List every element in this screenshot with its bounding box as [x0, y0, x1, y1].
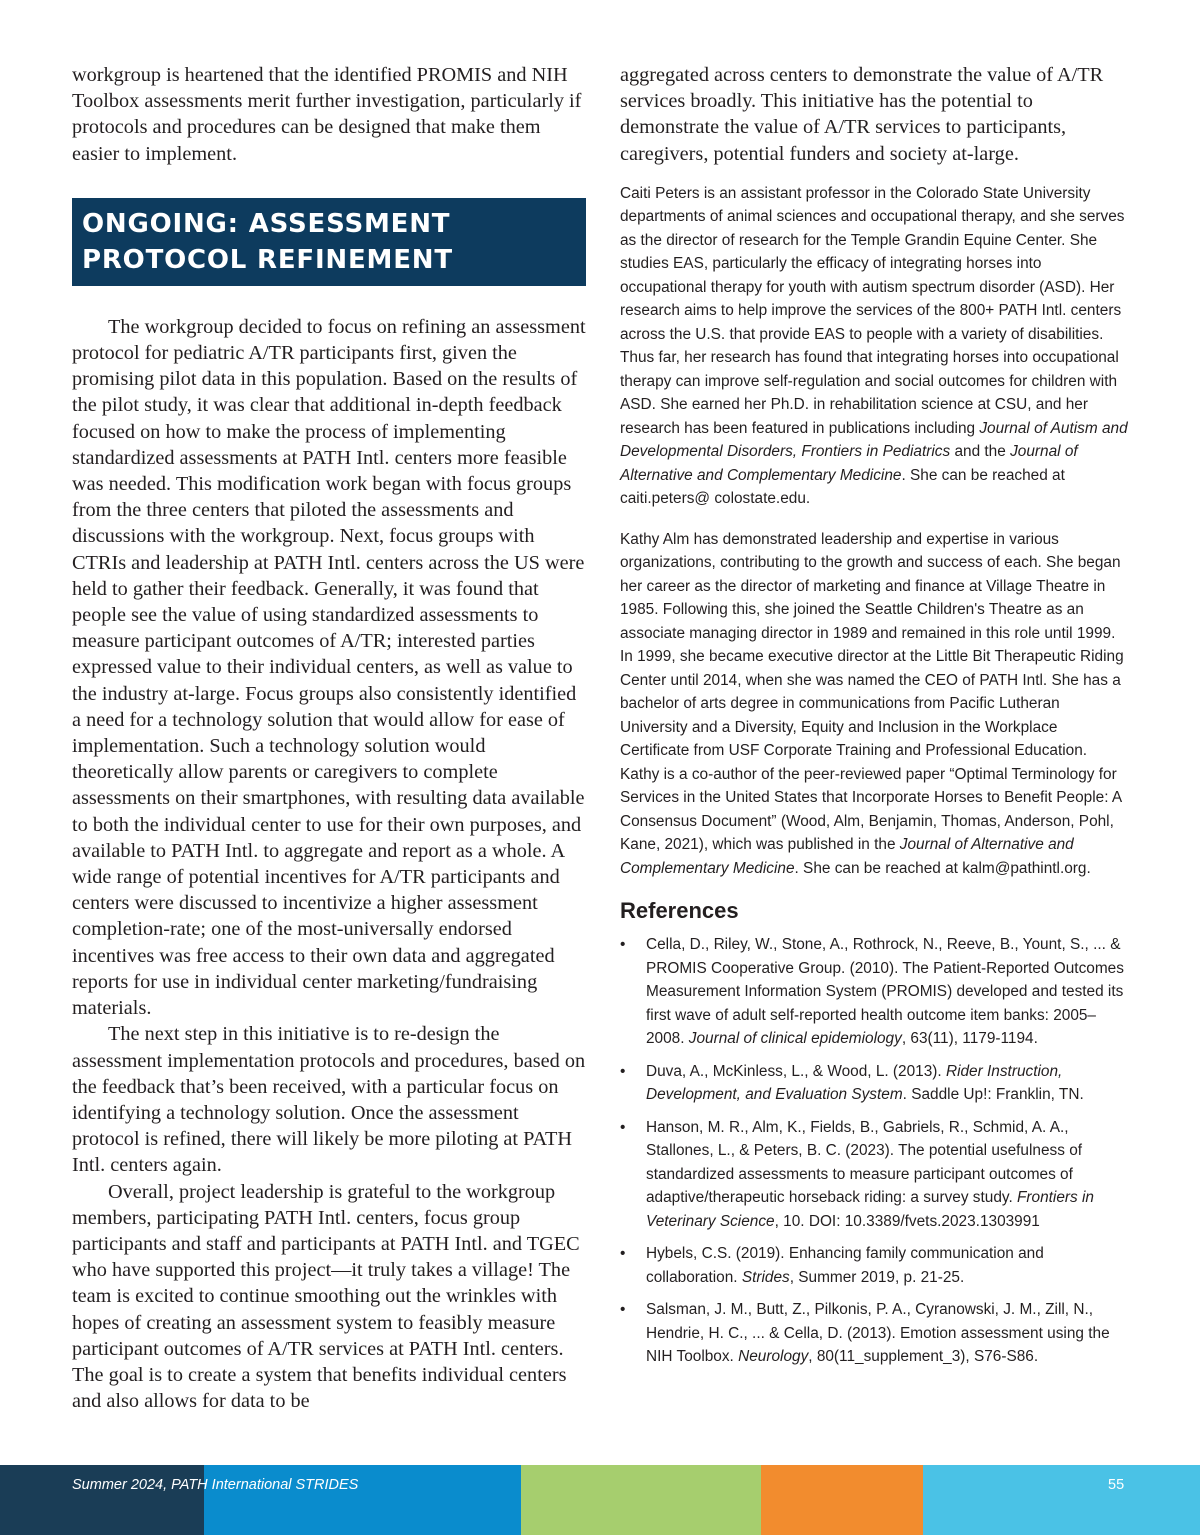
bullet-icon: •	[620, 1245, 626, 1263]
reference-journal: Journal of clinical epidemiology	[688, 1030, 902, 1048]
bio-text: Caiti Peters is an assistant professor in the Colorado State University departments of animal sciences and occupational therapy, and she serves as the director of research for the Temple Grandin Equine Center. She studies EAS, particularly the efficacy of integrating horses into occupational therapy for youth with autism spectrum disorder (ASD). Her research aims to help improve the services of the 800+ PATH Intl. centers across the U.S. that provide EAS to people with a variety of disabilities. Thus far, her research has found that integrating horses into occupational therapy can improve self-regulation and social outcomes for children with ASD. She earned her Ph.D. in rehabilitation science at CSU, and her research has been featured in publications including	[620, 184, 1125, 437]
left-column	[72, 62, 586, 1414]
body-paragraph: The workgroup decided to focus on refining an assessment protocol for pediatric A/TR participants first, given the promising pilot data in this population. Based on the results of the pilot study, it was clear that additional in-depth feedback focused on how to make the process of implementing standardized assessments at PATH Intl. centers more feasible was needed. This modification work began with focus groups from the three centers that piloted the assessments and discussions with the workgroup. Next, focus groups with CTRIs and leadership at PATH Intl. centers across the US were held to gather their feedback. Generally, it was found that people see the value of using standardized assessments to measure participant outcomes of A/TR; interested parties expressed value to their individual centers, as well as value to the industry at-large. Focus groups also consistently identified a need for a technology solution that would allow for ease of implementation. Such a technology solution would theoretically allow parents or caregivers to complete assessments on their smartphones, with resulting data available to both the individual center to use for their own purposes, and available to PATH Intl. to aggregate and report as a whole. A wide range of potential incentives for A/TR participants and centers were discussed to incentivize a higher assessment completion-rate; one of the most-universally endorsed incentives was free access to their own data and aggregated reports for use in individual center marketing/fundraising materials.	[72, 315, 586, 1020]
bullet-icon: •	[620, 1062, 626, 1080]
author-bio-peters	[620, 182, 1130, 511]
reference-journal: Neurology	[738, 1348, 809, 1366]
bio-text: . She can be reached at caiti.peters@ colostate.edu.	[620, 466, 1065, 508]
reference-text: , 80(11_supplement_3), S76-S86.	[808, 1348, 1039, 1366]
reference-text: Hanson, M. R., Alm, K., Fields, B., Gabriels, R., Schmid, A. A., Stallones, L., & Peters, B. C. (2023). The potential usefulness of standardized assessments to measure participant outcomes of adaptive/therapeutic horseback riding: a survey study.	[646, 1118, 1083, 1207]
reference-item	[620, 1116, 1130, 1234]
bullet-icon: •	[620, 1301, 626, 1319]
reference-text: Cella, D., Riley, W., Stone, A., Rothrock, N., Reeve, B., Yount, S., ... & PROMIS Cooperative Group. (2010). The Patient-Reported Outcomes Measurement Information System (PROMIS) developed and tested its first wave of adult self-reported health outcome item banks: 2005–2008.	[646, 936, 1124, 1048]
references-list	[620, 933, 1130, 1369]
reference-text: Duva, A., McKinless, L., & Wood, L. (2013).	[646, 1062, 946, 1080]
reference-item	[620, 1242, 1130, 1289]
section-heading-line1: ONGOING: ASSESSMENT	[82, 208, 451, 239]
reference-item	[620, 1298, 1130, 1369]
section-heading-line2: PROTOCOL REFINEMENT	[82, 244, 453, 275]
reference-item	[620, 1060, 1130, 1107]
reference-text: , 63(11), 1179-1194.	[901, 1030, 1038, 1048]
footer-segment-blue	[204, 1465, 521, 1535]
footer-publication: Summer 2024, PATH International STRIDES	[72, 1477, 359, 1493]
reference-text: . Saddle Up!: Franklin, TN.	[902, 1086, 1084, 1104]
footer-segment-green	[521, 1465, 761, 1535]
journal-title: Journal of Alternative and Complementary Medicine	[620, 836, 1074, 877]
continuation-paragraph: aggregated across centers to demonstrate the value of A/TR services broadly. This initiative has the potential to demonstrate the value of A/TR services to participants, caregivers, potential funders and society at-large.	[620, 64, 1104, 165]
reference-text: Hybels, C.S. (2019). Enhancing family communication and collaboration.	[646, 1245, 1044, 1286]
reference-text: , 10. DOI: 10.3389/fvets.2023.1303991	[774, 1212, 1040, 1230]
author-bio-alm	[620, 528, 1130, 881]
journal-title: Journal of Autism and Developmental Disorders, Frontiers in Pediatrics	[620, 419, 1128, 461]
footer-segment-sky	[923, 1465, 1200, 1535]
bio-text: . She can be reached at kalm@pathintl.org.	[794, 859, 1091, 877]
reference-text: , Summer 2019, p. 21-25.	[789, 1268, 965, 1286]
right-column	[620, 62, 1130, 1378]
reference-item	[620, 933, 1130, 1051]
footer-segment-navy	[0, 1465, 204, 1535]
journal-title: Journal of Alternative and Complementary Medicine	[620, 443, 1078, 484]
bullet-icon: •	[620, 1118, 626, 1136]
body-paragraph: Overall, project leadership is grateful to the workgroup members, participating PATH Intl. centers, focus group participants and staff and participants at PATH Intl. and TGEC who have supported this project—it truly takes a village! The team is excited to continue smoothing out the wrinkles with hopes of creating an assessment system to feasibly measure participant outcomes of A/TR services at PATH Intl. centers. The goal is to create a system that benefits individual centers and also allows for data to be	[72, 1180, 580, 1413]
page-number: 55	[1108, 1477, 1125, 1493]
bullet-icon: •	[620, 936, 626, 954]
bio-text: and the	[950, 443, 1011, 461]
bio-text: Kathy Alm has demonstrated leadership and expertise in various organizations, contributing to the growth and success of each. She began her career as the director of marketing and finance at Village Theatre in 1985. Following this, she joined the Seattle Children's Theatre as an associate managing director in 1989 and remained in this role until 1999. In 1999, she became executive director at the Little Bit Therapeutic Riding Center until 2014, when she was named the CEO of PATH Intl. She has a bachelor of arts degree in communications from Pacific Lutheran University and a Diversity, Equity and Inclusion in the Workplace Certificate from USF Corporate Training and Professional Education. Kathy is a co-author of the peer-reviewed paper “Optimal Terminology for Services in the United States that Incorporate Horses to Benefit People: A Consensus Document” (Wood, Alm, Benjamin, Thomas, Anderson, Pohl, Kane, 2021), which was published in the	[620, 530, 1124, 854]
reference-journal: Rider Instruction, Development, and Evaluation System	[646, 1062, 1063, 1104]
references-heading: References	[620, 898, 739, 924]
reference-journal: Strides	[741, 1268, 790, 1286]
footer-segment-orange	[761, 1465, 923, 1535]
reference-text: Salsman, J. M., Butt, Z., Pilkonis, P. A., Cyranowski, J. M., Zill, N., Hendrie, H. C., ... & Cella, D. (2013). Emotion assessment using the NIH Toolbox.	[646, 1301, 1110, 1366]
footer-color-bar	[0, 1465, 1200, 1535]
body-paragraph: The next step in this initiative is to re-design the assessment implementation protocols and procedures, based on the feedback that’s been received, with a particular focus on identifying a technology solution. Once the assessment protocol is refined, there will likely be more piloting at PATH Intl. centers again.	[72, 1023, 586, 1177]
reference-journal: Frontiers in Veterinary Science	[646, 1189, 1094, 1230]
section-heading-banner	[72, 198, 586, 286]
intro-paragraph: workgroup is heartened that the identified PROMIS and NIH Toolbox assessments merit further investigation, particularly if protocols and procedures can be designed that make them easier to implement.	[72, 64, 582, 165]
